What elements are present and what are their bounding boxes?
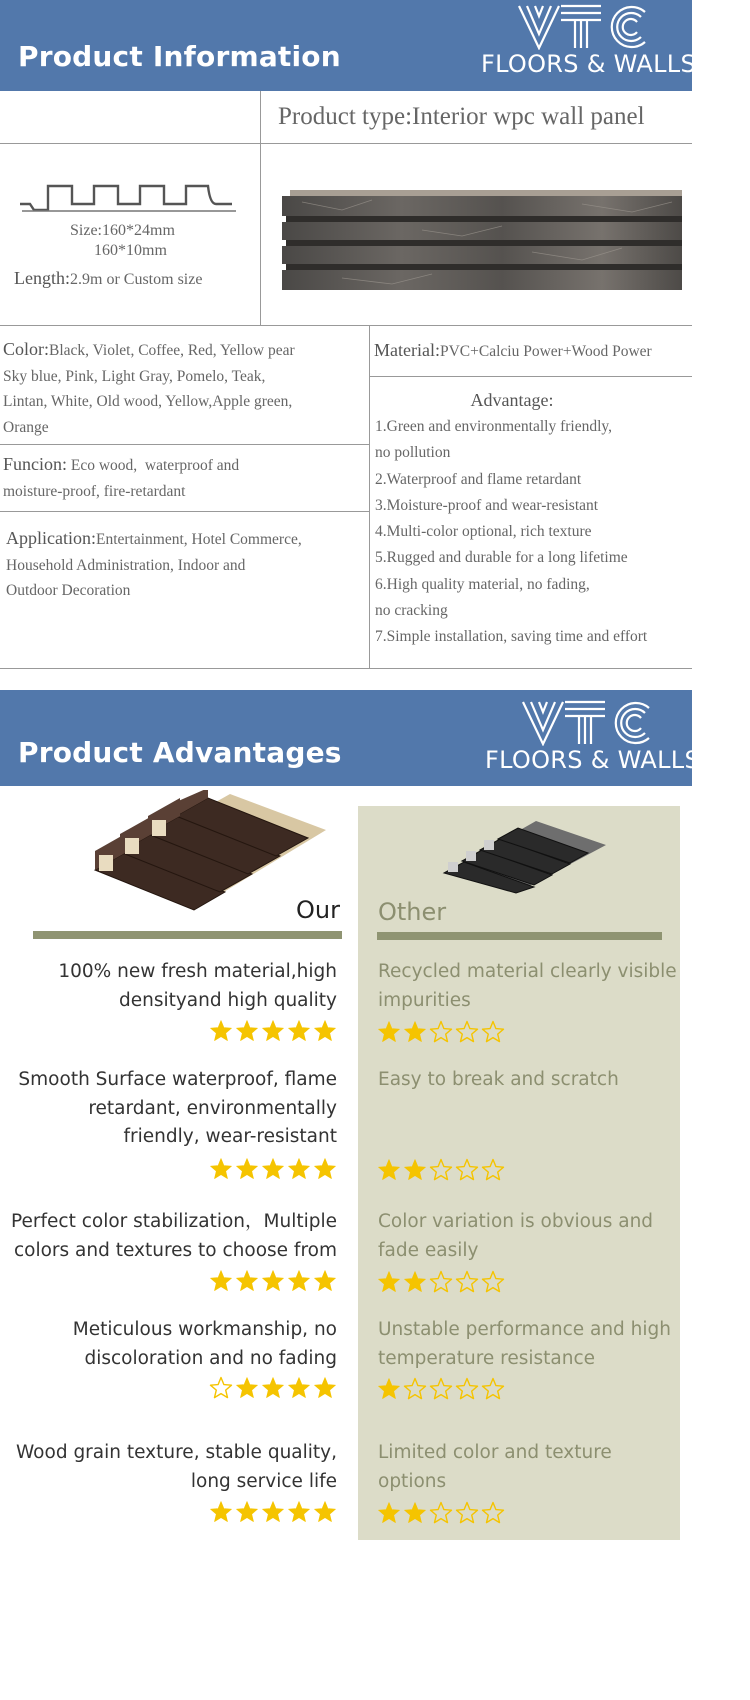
marble-panel-image	[282, 190, 684, 298]
our-feature-2	[0, 1066, 337, 1152]
our-rating-1	[209, 1019, 337, 1043]
star-empty-icon	[481, 1377, 505, 1401]
star-empty-icon	[209, 1376, 233, 1400]
product-advantages-banner	[0, 690, 700, 786]
table-divider	[0, 668, 692, 669]
advantage-item: 7.Simple installation, saving time and effort	[375, 628, 648, 646]
section-title: Product Information	[18, 40, 341, 73]
length-spec	[14, 268, 202, 289]
application-line: Entertainment, Hotel Commerce,	[95, 531, 302, 548]
our-feature-4	[0, 1316, 337, 1373]
star-empty-icon	[403, 1377, 427, 1401]
star-filled-icon	[235, 1019, 259, 1043]
star-empty-icon	[429, 1158, 453, 1182]
advantage-title: Advantage:	[470, 390, 554, 410]
other-feature-2	[378, 1066, 678, 1095]
our-rating-2	[209, 1157, 337, 1181]
vtc-logo-mark	[521, 700, 651, 746]
other-column-bar	[377, 932, 662, 940]
advantage-item: 3.Moisture-proof and wear-resistant	[375, 496, 599, 514]
table-divider	[0, 143, 692, 144]
vtc-logo	[485, 700, 700, 778]
length-label: Length:	[14, 268, 70, 288]
our-feature-5	[0, 1439, 337, 1496]
star-filled-icon	[313, 1376, 337, 1400]
our-feature-line: Perfect color stabilization，Multiple	[11, 1211, 337, 1232]
our-feature-line: Smooth Surface waterproof, flame	[18, 1069, 337, 1090]
star-empty-icon	[455, 1158, 479, 1182]
length-value: 2.9m or Custom size	[70, 271, 203, 288]
our-feature-line: Wood grain texture, stable quality,	[15, 1442, 337, 1463]
product-type: Product type:Interior wpc wall panel	[278, 103, 645, 130]
star-filled-icon	[313, 1157, 337, 1181]
star-filled-icon	[403, 1158, 427, 1182]
vtc-logo-mark	[517, 4, 647, 50]
our-feature-line: colors and textures to choose from	[13, 1239, 337, 1261]
color-label: Color:	[3, 339, 50, 359]
star-filled-icon	[235, 1269, 259, 1293]
star-filled-icon	[377, 1158, 401, 1182]
vtc-logo	[481, 4, 696, 82]
table-divider	[369, 376, 692, 377]
our-feature-line: discoloration and no fading	[84, 1347, 337, 1369]
panel-profile-drawing	[18, 180, 238, 216]
star-filled-icon	[403, 1270, 427, 1294]
star-filled-icon	[313, 1019, 337, 1043]
other-rating-1	[377, 1020, 505, 1044]
star-filled-icon	[287, 1269, 311, 1293]
star-filled-icon	[287, 1157, 311, 1181]
funcion-spec	[3, 452, 239, 504]
other-panel-image	[440, 815, 610, 895]
star-filled-icon	[209, 1157, 233, 1181]
other-feature-line: impurities	[378, 989, 471, 1011]
advantage-item: no pollution	[375, 444, 451, 462]
application-line: Household Administration, Indoor and	[6, 556, 246, 574]
star-filled-icon	[377, 1270, 401, 1294]
our-rating-5	[209, 1500, 337, 1524]
funcion-line: Eco wood, waterproof and	[67, 457, 240, 474]
other-feature-line: Unstable performance and high	[378, 1319, 672, 1340]
star-empty-icon	[429, 1377, 453, 1401]
star-filled-icon	[377, 1020, 401, 1044]
our-feature-line: friendly, wear-resistant	[123, 1126, 337, 1147]
our-feature-line: retardant, environmentally	[88, 1097, 337, 1119]
our-feature-line: Meticulous workmanship, no	[72, 1319, 337, 1340]
color-line: Orange	[3, 418, 49, 436]
other-feature-line: Easy to break and scratch	[378, 1069, 619, 1090]
our-feature-1	[0, 958, 337, 1015]
advantage-item: 1.Green and environmentally friendly,	[375, 418, 613, 435]
table-divider	[0, 325, 692, 326]
section-title: Product Advantages	[18, 736, 342, 769]
advantage-item: 5.Rugged and durable for a long lifetime	[375, 549, 628, 567]
table-divider	[260, 91, 261, 326]
star-filled-icon	[261, 1376, 285, 1400]
table-divider	[0, 511, 369, 512]
material-spec	[374, 338, 652, 365]
star-filled-icon	[209, 1269, 233, 1293]
star-filled-icon	[287, 1376, 311, 1400]
star-empty-icon	[455, 1020, 479, 1044]
other-feature-line: options	[378, 1470, 447, 1492]
application-label: Application:	[6, 528, 96, 548]
funcion-line: moisture-proof, fire-retardant	[3, 482, 186, 500]
star-filled-icon	[313, 1269, 337, 1293]
our-rating-4	[209, 1376, 337, 1400]
our-rating-3	[209, 1269, 337, 1293]
star-filled-icon	[313, 1500, 337, 1524]
star-filled-icon	[209, 1019, 233, 1043]
other-feature-line: temperature resistance	[378, 1347, 596, 1369]
logo-subtitle: FLOORS & WALLS	[481, 50, 696, 78]
advantage-item: 6.High quality material, no fading,	[375, 575, 590, 593]
star-empty-icon	[455, 1501, 479, 1525]
other-feature-1	[378, 958, 678, 1015]
star-filled-icon	[287, 1019, 311, 1043]
our-feature-line: long service life	[190, 1470, 337, 1492]
other-rating-5	[377, 1501, 505, 1525]
other-feature-5	[378, 1439, 678, 1496]
advantage-item: 4.Multi-color optional, rich texture	[375, 523, 592, 541]
star-empty-icon	[481, 1270, 505, 1294]
funcion-label: Funcion:	[3, 454, 68, 474]
star-filled-icon	[235, 1157, 259, 1181]
our-panel-image	[90, 790, 330, 915]
other-column-label: Other	[378, 898, 447, 926]
star-filled-icon	[261, 1269, 285, 1293]
star-filled-icon	[377, 1377, 401, 1401]
other-feature-line: fade easily	[378, 1239, 479, 1261]
our-feature-line: 100% new fresh material,high	[58, 961, 337, 982]
star-filled-icon	[287, 1500, 311, 1524]
star-empty-icon	[481, 1501, 505, 1525]
star-empty-icon	[481, 1158, 505, 1182]
star-filled-icon	[235, 1500, 259, 1524]
size-spec: Size:160*24mm 160*10mm	[70, 222, 175, 259]
our-feature-3	[0, 1208, 337, 1265]
other-rating-4	[377, 1377, 505, 1401]
star-filled-icon	[261, 1019, 285, 1043]
material-label: Material:	[374, 340, 440, 360]
other-feature-line: Recycled material clearly visible	[378, 961, 677, 982]
other-feature-3	[378, 1208, 678, 1265]
other-rating-3	[377, 1270, 505, 1294]
star-filled-icon	[261, 1500, 285, 1524]
product-information-banner	[0, 0, 696, 91]
other-rating-2	[377, 1158, 505, 1182]
other-feature-4	[378, 1316, 678, 1373]
other-feature-line: Limited color and texture	[378, 1442, 612, 1463]
our-column-label: Our	[296, 896, 340, 924]
table-divider	[0, 444, 369, 445]
star-empty-icon	[455, 1270, 479, 1294]
star-filled-icon	[209, 1500, 233, 1524]
star-empty-icon	[455, 1377, 479, 1401]
color-line: Sky blue, Pink, Light Gray, Pomelo, Teak,	[3, 367, 266, 385]
advantage-item: no cracking	[375, 602, 448, 620]
star-empty-icon	[429, 1501, 453, 1525]
star-empty-icon	[481, 1020, 505, 1044]
star-empty-icon	[429, 1020, 453, 1044]
application-line: Outdoor Decoration	[6, 582, 131, 599]
logo-subtitle: FLOORS & WALLS	[485, 746, 700, 774]
color-spec	[3, 337, 295, 440]
star-filled-icon	[377, 1501, 401, 1525]
star-filled-icon	[403, 1020, 427, 1044]
star-filled-icon	[403, 1501, 427, 1525]
application-spec	[6, 526, 302, 604]
advantage-list	[375, 414, 647, 651]
color-line: Black, Violet, Coffee, Red, Yellow pear	[49, 342, 295, 359]
our-column-bar	[33, 931, 342, 939]
our-feature-line: densityand high quality	[118, 989, 337, 1011]
star-filled-icon	[235, 1376, 259, 1400]
color-line: Lintan, White, Old wood, Yellow,Apple green,	[3, 393, 293, 410]
star-filled-icon	[261, 1157, 285, 1181]
material-value: PVC+Calciu Power+Wood Power	[439, 343, 652, 360]
star-empty-icon	[429, 1270, 453, 1294]
advantage-item: 2.Waterproof and flame retardant	[375, 470, 582, 488]
other-feature-line: Color variation is obvious and	[378, 1211, 654, 1232]
